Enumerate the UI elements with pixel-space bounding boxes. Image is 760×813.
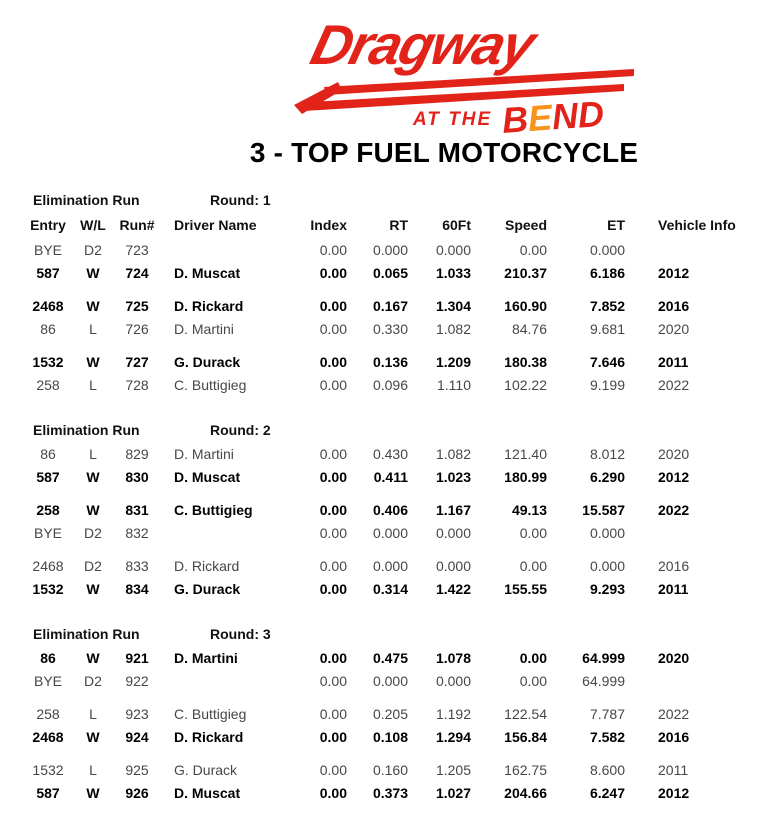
cell-rt: 0.000: [372, 557, 408, 574]
cell-vehicle: 2016: [658, 728, 690, 745]
round-section: [22, 188, 740, 396]
cell-rt: 0.000: [372, 524, 408, 541]
cell-driver: D. Muscat: [174, 468, 241, 485]
cell-vehicle: 2016: [658, 297, 690, 314]
cell-index: 0.00: [319, 320, 347, 337]
cell-wl: L: [89, 761, 97, 778]
cell-driver: G. Durack: [174, 761, 238, 778]
row-gap: [22, 340, 740, 350]
row-gap: [22, 748, 740, 758]
cell-vehicle: 2011: [658, 353, 689, 370]
table-row: [22, 577, 740, 600]
cell-run: 924: [125, 728, 149, 745]
cell-sixty: 1.294: [435, 728, 471, 745]
column-header-vehicle: Vehicle Info: [658, 217, 736, 233]
cell-sixty: 1.205: [435, 761, 471, 778]
cell-index: 0.00: [319, 353, 347, 370]
cell-driver: D. Martini: [174, 445, 234, 462]
cell-sixty: 0.000: [435, 672, 471, 689]
cell-entry: 2468: [32, 297, 64, 314]
cell-entry: 587: [36, 468, 60, 485]
cell-index: 0.00: [319, 672, 347, 689]
cell-wl: W: [86, 297, 100, 314]
cell-speed: 156.84: [504, 728, 547, 745]
cell-rt: 0.065: [372, 264, 408, 281]
column-header-entry: Entry: [30, 217, 66, 233]
cell-vehicle: 2012: [658, 264, 690, 281]
cell-speed: 0.00: [519, 672, 547, 689]
column-header-et: ET: [607, 217, 625, 233]
cell-driver: D. Martini: [174, 649, 238, 666]
cell-rt: 0.000: [372, 672, 408, 689]
round-header: [22, 188, 740, 212]
cell-et: 0.000: [589, 241, 625, 258]
cell-rt: 0.167: [372, 297, 408, 314]
table-row: [22, 669, 740, 692]
cell-entry: 86: [40, 649, 56, 666]
cell-vehicle: 2020: [658, 445, 690, 462]
cell-speed: 121.40: [504, 445, 547, 462]
cell-entry: 258: [36, 705, 60, 722]
page-title: 3 - TOP FUEL MOTORCYCLE: [249, 137, 639, 168]
cell-run: 833: [125, 557, 149, 574]
cell-vehicle: 2022: [658, 376, 690, 393]
cell-speed: 0.00: [519, 524, 547, 541]
cell-index: 0.00: [319, 705, 347, 722]
logo-tagline-prefix: AT THE: [413, 109, 493, 130]
cell-et: 9.293: [589, 580, 625, 597]
cell-et: 9.199: [589, 376, 625, 393]
cell-et: 9.681: [589, 320, 625, 337]
cell-wl: W: [86, 264, 100, 281]
cell-et: 15.587: [582, 501, 625, 518]
section-label: Elimination Run: [33, 192, 140, 208]
cell-sixty: 0.000: [435, 524, 471, 541]
cell-run: 832: [125, 524, 149, 541]
cell-speed: 180.38: [504, 353, 547, 370]
cell-sixty: 1.192: [435, 705, 471, 722]
cell-run: 723: [125, 241, 149, 258]
cell-rt: 0.330: [372, 320, 408, 337]
cell-speed: 122.54: [504, 705, 547, 722]
cell-index: 0.00: [319, 501, 347, 518]
table-row: [22, 465, 740, 488]
cell-sixty: 1.033: [435, 264, 471, 281]
cell-sixty: 1.082: [435, 445, 471, 462]
cell-wl: L: [89, 705, 97, 722]
cell-sixty: 1.023: [435, 468, 471, 485]
cell-rt: 0.314: [372, 580, 408, 597]
cell-index: 0.00: [319, 580, 347, 597]
cell-run: 922: [125, 672, 149, 689]
cell-rt: 0.160: [372, 761, 408, 778]
cell-vehicle: 2011: [658, 761, 689, 778]
cell-driver: C. Buttigieg: [174, 501, 253, 518]
cell-vehicle: 2012: [658, 468, 690, 485]
table-row: [22, 294, 740, 317]
cell-driver: D. Muscat: [174, 264, 241, 281]
table-row: [22, 781, 740, 804]
cell-et: 7.852: [589, 297, 625, 314]
cell-sixty: 1.304: [435, 297, 471, 314]
round-label: Round: 1: [210, 192, 271, 208]
cell-vehicle: 2022: [658, 705, 690, 722]
cell-entry: 1532: [32, 353, 64, 370]
cell-rt: 0.136: [372, 353, 408, 370]
column-header-sixty: 60Ft: [442, 217, 471, 233]
column-header-rt: RT: [389, 217, 408, 233]
cell-rt: 0.475: [372, 649, 408, 666]
cell-wl: W: [86, 784, 100, 801]
column-header-run: Run#: [119, 217, 155, 233]
cell-driver: G. Durack: [174, 580, 241, 597]
table-row: [22, 554, 740, 577]
row-gap: [22, 488, 740, 498]
cell-index: 0.00: [319, 728, 347, 745]
cell-sixty: 1.078: [435, 649, 471, 666]
cell-et: 8.600: [589, 761, 625, 778]
table-row: [22, 498, 740, 521]
table-row: [22, 373, 740, 396]
logo-tagline-bend: [501, 93, 606, 134]
column-header-driver: Driver Name: [174, 217, 257, 233]
cell-driver: D. Rickard: [174, 557, 240, 574]
cell-et: 8.012: [589, 445, 625, 462]
cell-run: 831: [125, 501, 149, 518]
cell-entry: 1532: [32, 580, 64, 597]
logo-brand-text: Dragway: [304, 14, 540, 77]
cell-vehicle: 2020: [658, 320, 690, 337]
table-row: [22, 238, 740, 261]
cell-speed: 180.99: [504, 468, 547, 485]
cell-rt: 0.096: [372, 376, 408, 393]
cell-wl: D2: [84, 524, 102, 541]
cell-wl: W: [86, 501, 100, 518]
cell-entry: 86: [40, 320, 56, 337]
cell-wl: D2: [84, 557, 102, 574]
cell-entry: 2468: [32, 728, 64, 745]
cell-run: 724: [125, 264, 149, 281]
cell-wl: W: [86, 728, 100, 745]
cell-sixty: 1.110: [437, 376, 471, 393]
cell-entry: 587: [36, 264, 60, 281]
cell-wl: D2: [84, 672, 102, 689]
cell-speed: 0.00: [519, 557, 547, 574]
cell-entry: BYE: [33, 672, 62, 689]
cell-et: 6.290: [589, 468, 625, 485]
cell-vehicle: 2011: [658, 580, 689, 597]
column-header-row: [22, 212, 740, 238]
cell-speed: 162.75: [504, 761, 547, 778]
cell-wl: W: [86, 649, 100, 666]
cell-wl: L: [89, 445, 97, 462]
table-row: [22, 350, 740, 373]
cell-speed: 0.00: [519, 241, 547, 258]
cell-run: 834: [125, 580, 149, 597]
cell-index: 0.00: [319, 241, 347, 258]
cell-run: 829: [125, 445, 149, 462]
table-row: [22, 646, 740, 669]
cell-speed: 0.00: [519, 649, 547, 666]
cell-speed: 210.37: [504, 264, 547, 281]
cell-entry: 86: [40, 445, 56, 462]
cell-sixty: 0.000: [435, 241, 471, 258]
table-row: [22, 261, 740, 284]
cell-vehicle: 2022: [658, 501, 690, 518]
row-gap: [22, 284, 740, 294]
cell-et: 64.999: [582, 672, 625, 689]
logo-bend-e: E: [526, 96, 554, 134]
cell-index: 0.00: [319, 264, 347, 281]
cell-sixty: 1.167: [435, 501, 471, 518]
cell-speed: 49.13: [511, 501, 547, 518]
round-header: [22, 418, 740, 442]
cell-et: 7.646: [589, 353, 625, 370]
cell-wl: L: [89, 320, 97, 337]
cell-et: 7.582: [589, 728, 625, 745]
cell-rt: 0.373: [372, 784, 408, 801]
cell-driver: D. Martini: [174, 320, 234, 337]
logo-bend-nd: ND: [550, 92, 606, 134]
logo-area: [0, 0, 760, 132]
cell-driver: G. Durack: [174, 353, 241, 370]
row-gap: [22, 544, 740, 554]
cell-driver: D. Rickard: [174, 297, 244, 314]
table-row: [22, 442, 740, 465]
cell-run: 925: [125, 761, 149, 778]
cell-index: 0.00: [319, 784, 347, 801]
cell-index: 0.00: [319, 297, 347, 314]
table-row: [22, 521, 740, 544]
cell-run: 921: [125, 649, 149, 666]
cell-sixty: 1.027: [435, 784, 471, 801]
cell-wl: D2: [84, 241, 102, 258]
cell-rt: 0.406: [372, 501, 408, 518]
cell-run: 923: [125, 705, 149, 722]
cell-et: 6.247: [589, 784, 625, 801]
cell-driver: D. Muscat: [174, 784, 241, 801]
cell-entry: 258: [36, 501, 60, 518]
cell-entry: BYE: [33, 241, 62, 258]
cell-entry: 2468: [32, 557, 64, 574]
round-header: [22, 622, 740, 646]
row-gap: [22, 692, 740, 702]
cell-rt: 0.411: [373, 468, 408, 485]
table-row: [22, 725, 740, 748]
cell-wl: W: [86, 353, 100, 370]
cell-entry: 587: [36, 784, 60, 801]
cell-sixty: 1.209: [435, 353, 471, 370]
cell-wl: L: [89, 376, 97, 393]
cell-speed: 204.66: [504, 784, 547, 801]
column-header-index: Index: [310, 217, 347, 233]
cell-vehicle: 2020: [658, 649, 690, 666]
cell-sixty: 1.422: [435, 580, 471, 597]
cell-index: 0.00: [319, 524, 347, 541]
cell-rt: 0.430: [372, 445, 408, 462]
logo-bend-b: B: [500, 98, 530, 134]
cell-sixty: 0.000: [435, 557, 471, 574]
cell-index: 0.00: [319, 649, 347, 666]
cell-speed: 102.22: [504, 376, 547, 393]
section-label: Elimination Run: [33, 422, 140, 438]
dragway-logo-graphic: [294, 8, 646, 134]
cell-index: 0.00: [319, 468, 347, 485]
cell-driver: C. Buttigieg: [174, 376, 247, 393]
cell-vehicle: 2016: [658, 557, 690, 574]
cell-rt: 0.108: [372, 728, 408, 745]
cell-rt: 0.205: [372, 705, 408, 722]
dragway-logo: [294, 8, 646, 134]
cell-index: 0.00: [319, 376, 347, 393]
cell-run: 727: [125, 353, 149, 370]
cell-entry: 1532: [32, 761, 64, 778]
cell-run: 725: [125, 297, 149, 314]
cell-entry: BYE: [33, 524, 62, 541]
cell-run: 728: [125, 376, 149, 393]
cell-run: 726: [125, 320, 149, 337]
cell-et: 6.186: [589, 264, 625, 281]
round-label: Round: 2: [210, 422, 271, 438]
table-row: [22, 758, 740, 781]
cell-entry: 258: [36, 376, 60, 393]
cell-et: 7.787: [589, 705, 625, 722]
round-section: [22, 418, 740, 600]
cell-wl: W: [86, 468, 100, 485]
cell-driver: D. Rickard: [174, 728, 244, 745]
cell-index: 0.00: [319, 761, 347, 778]
cell-index: 0.00: [319, 557, 347, 574]
cell-wl: W: [86, 580, 100, 597]
cell-rt: 0.000: [372, 241, 408, 258]
cell-speed: 84.76: [511, 320, 547, 337]
cell-sixty: 1.082: [435, 320, 471, 337]
section-label: Elimination Run: [33, 626, 140, 642]
column-header-speed: Speed: [504, 217, 547, 233]
cell-speed: 160.90: [504, 297, 547, 314]
results-table: [22, 188, 740, 804]
cell-run: 830: [125, 468, 149, 485]
round-label: Round: 3: [210, 626, 271, 642]
cell-et: 64.999: [582, 649, 625, 666]
round-section: [22, 622, 740, 804]
cell-vehicle: 2012: [658, 784, 690, 801]
cell-driver: C. Buttigieg: [174, 705, 247, 722]
table-row: [22, 317, 740, 340]
column-header-wl: W/L: [80, 217, 106, 233]
cell-run: 926: [125, 784, 149, 801]
cell-index: 0.00: [319, 445, 347, 462]
table-row: [22, 702, 740, 725]
cell-speed: 155.55: [504, 580, 547, 597]
cell-et: 0.000: [589, 524, 625, 541]
cell-et: 0.000: [589, 557, 625, 574]
